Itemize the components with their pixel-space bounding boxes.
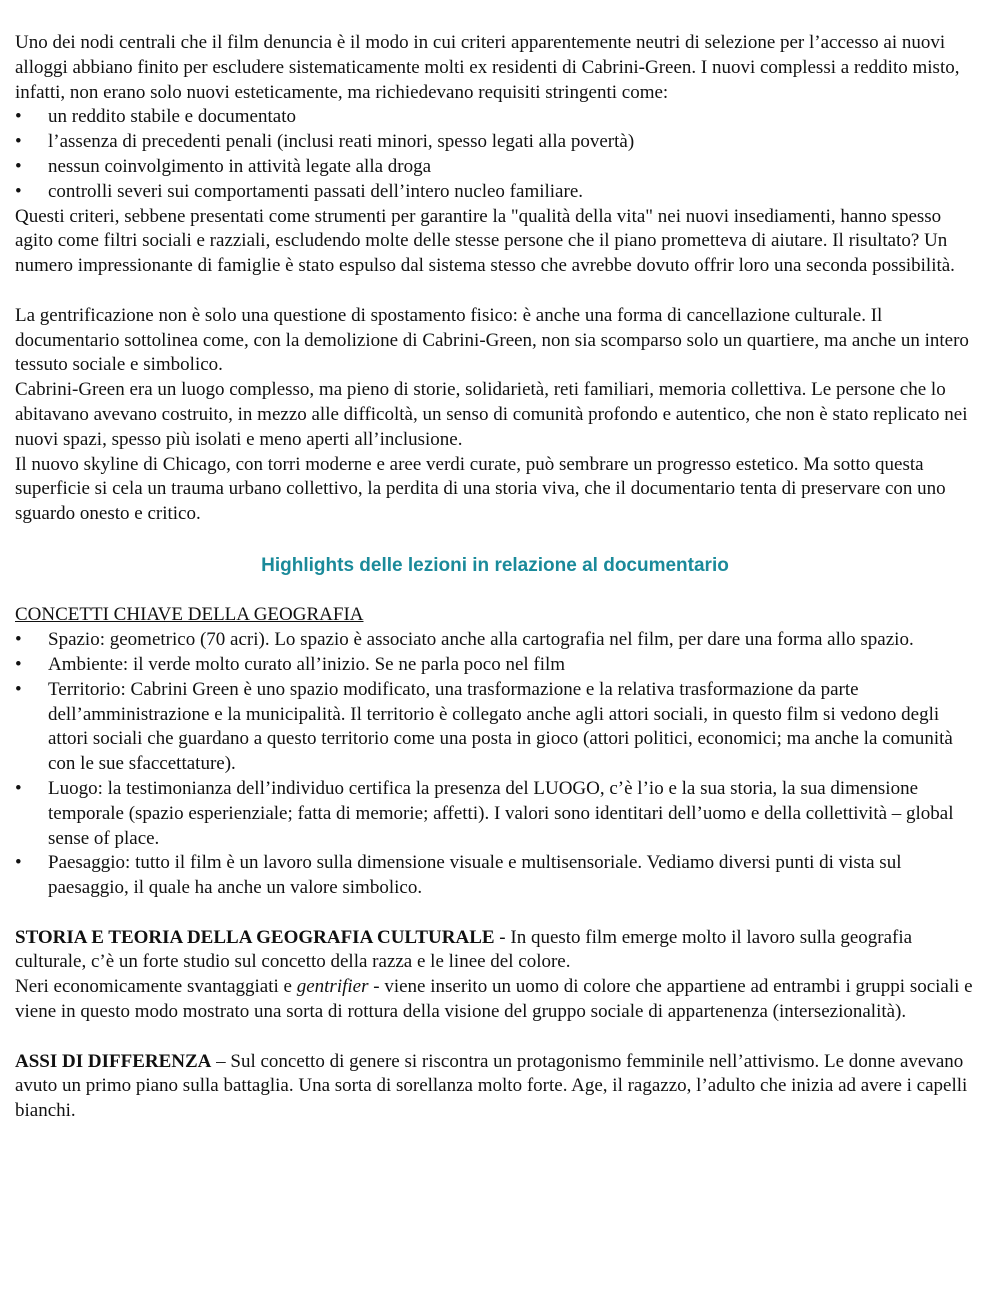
document-page [15, 31, 975, 1124]
intro-paragraph: Uno dei nodi centrali che il film denuncia è il modo in cui criteri apparentemente neutri di selezione per l’accesso ai nuovi alloggi abbiano finito per escludere sistematicamente molti ex residenti di Cabrini-Green. I nuovi complessi a reddito misto, infatti, non erano solo nuovi esteticamente, ma richiedevano requisiti stringenti come: [15, 32, 960, 103]
spacer [15, 901, 975, 926]
concepts-title: CONCETTI CHIAVE DELLA GEOGRAFIA [15, 604, 364, 626]
list-item: • Paesaggio: tutto il film è un lavoro sulla dimensione visuale e multisensoriale. Vediamo diversi punti di vista sul paesaggio, il quale ha anche un valore simbolico. [15, 851, 975, 901]
gentrification-paragraph: La gentrificazione non è solo una questione di spostamento fisico: è anche una forma di cancellazione culturale. Il documentario sottolinea come, con la demolizione di Cabrini-Green, non sia scomparso solo un quartiere, ma anche un intero tessuto sociale e simbolico. [15, 304, 969, 376]
list-item: • Luogo: la testimonianza dell’individuo certifica la presenza del LUOGO, c’è l’io e la sua storia, la sua dimensione temporale (spazio esperienziale; fatta di memorie; affetti). I valori sono identitari dell’uomo e della collettività – global sense of place. [15, 777, 975, 851]
difference-axes-text: – Sul concetto di genere si riscontra un protagonismo femminile nell’attivismo. Le donne avevano avuto un primo piano sulla battaglia. Una sorta di sorellanza molto forte. Age, il ragazzo, l’adulto che inizia ad avere i capelli bianchi. [15, 1050, 968, 1122]
skyline-paragraph: Il nuovo skyline di Chicago, con torri moderne e aree verdi curate, può sembrare un progresso estetico. Ma sotto questa superficie si cela un trauma urbano collettivo, la perdita di una storia viva, che il documentario tenta di preservare con uno sguardo onesto e critico. [15, 453, 946, 525]
cabrini-green-paragraph: Cabrini-Green era un luogo complesso, ma pieno di storie, solidarietà, reti familiari, memoria collettiva. Le persone che lo abitavano avevano costruito, in mezzo alle difficoltà, un senso di comunità profondo e autentico, che non è stato replicato nei nuovi spazi, spesso più isolati e meno aperti all’inclusione. [15, 379, 968, 450]
list-item: • l’assenza di precedenti penali (inclusi reati minori, spesso legati alla povertà) [15, 130, 975, 155]
gentrifier-text-start: Neri economicamente svantaggiati e [15, 976, 297, 998]
difference-axes-paragraph [15, 1050, 975, 1124]
spacer [15, 1025, 975, 1050]
spacer [15, 579, 975, 604]
list-item: • Spazio: geometrico (70 acri). Lo spazio è associato anche alla cartografia nel film, per dare una forma allo spazio. [15, 628, 975, 653]
cultural-geography-paragraph [15, 926, 975, 976]
list-item: • Ambiente: il verde molto curato all’inizio. Se ne parla poco nel film [15, 653, 975, 678]
highlights-heading: Highlights delle lezioni in relazione al documentario [261, 554, 729, 576]
spacer [15, 279, 975, 304]
list-item: • Territorio: Cabrini Green è uno spazio modificato, una trasformazione e la relativa trasformazione da parte dell’amministrazione e la municipalità. Il territorio è collegato anche agli attori sociali, in questo film si vedono degli attori sociali che guardano a questo territorio come una posta in gioco (attori politici, economici; ma anche la comunità con le sue sfaccettature). [15, 678, 975, 777]
gentrifier-paragraph [15, 975, 975, 1025]
cultural-geography-title: STORIA E TEORIA DELLA GEOGRAFIA CULTURALE [15, 926, 495, 948]
difference-axes-title: ASSI DI DIFFERENZA [15, 1050, 212, 1072]
list-item: • controlli severi sui comportamenti passati dell’intero nucleo familiare. [15, 180, 975, 205]
requirements-list [15, 105, 975, 204]
cultural-geography-text: - In questo film emerge molto il lavoro sulla geografia culturale, c’è un forte studio sul concetto della razza e le linee del colore. [15, 926, 913, 973]
spacer [15, 527, 975, 552]
concepts-list [15, 628, 975, 901]
criteria-paragraph: Questi criteri, sebbene presentati come strumenti per garantire la "qualità della vita" nei nuovi insediamenti, hanno spesso agito come filtri sociali e razziali, escludendo molte delle stesse persone che il piano prometteva di aiutare. Il risultato? Un numero impressionante di famiglie è stato espulso dal sistema stesso che avrebbe dovuto offrir loro una seconda possibilità. [15, 205, 955, 277]
list-item: • un reddito stabile e documentato [15, 105, 975, 130]
gentrifier-text-end: - viene inserito un uomo di colore che appartiene ad entrambi i gruppi sociali e viene in questo modo mostrato una sorta di rottura della visione del gruppo sociale di appartenenza (intersezionalità). [15, 976, 973, 1023]
gentrifier-term: gentrifier [296, 976, 369, 998]
list-item: • nessun coinvolgimento in attività legate alla droga [15, 155, 975, 180]
